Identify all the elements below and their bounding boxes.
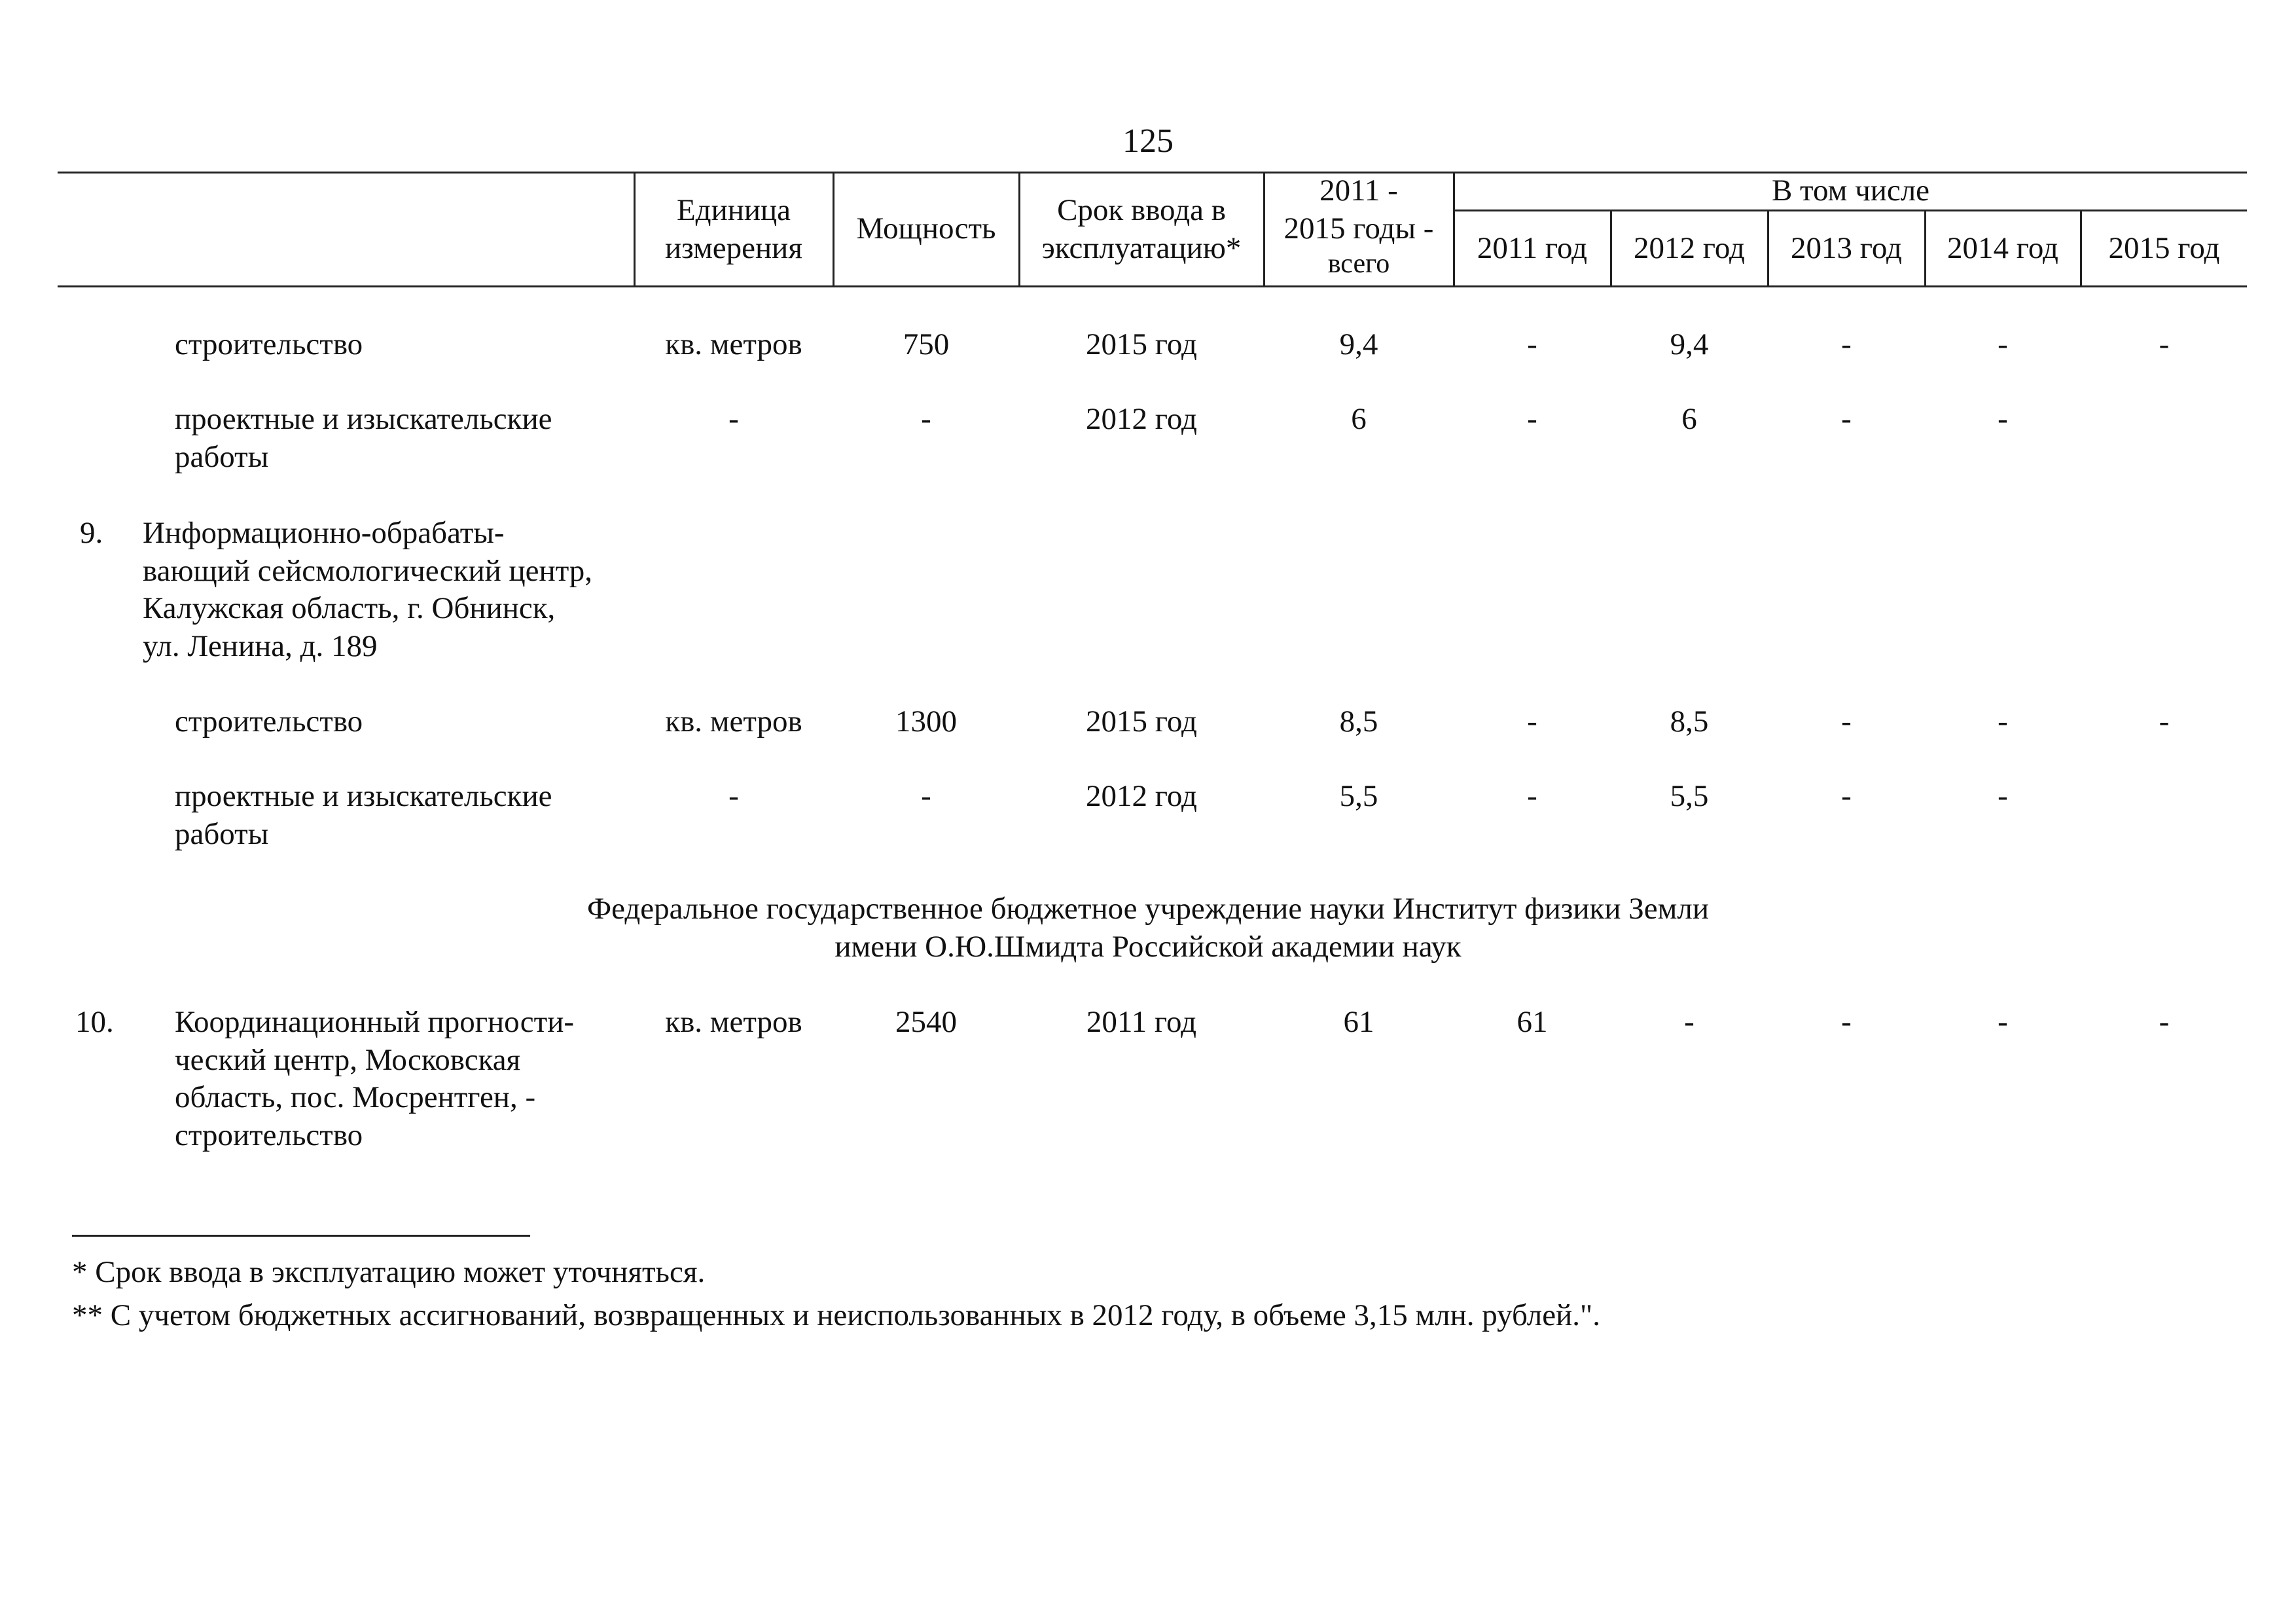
row-year-2012: 9,4 xyxy=(1670,327,1709,361)
row-total: 9,4 xyxy=(1339,327,1378,361)
row-year-2011: - xyxy=(1527,327,1537,361)
row-year-2014: - xyxy=(1998,402,2008,436)
row-year-2013: - xyxy=(1841,402,1852,436)
header-commission-line2: эксплуатацию* xyxy=(1041,231,1242,265)
header-year-2011: 2011 год xyxy=(1477,231,1588,265)
row-label: Координационный прогности- xyxy=(175,1005,575,1039)
row-commission: 2012 год xyxy=(1086,779,1197,813)
row-label-cont: строительство xyxy=(175,1118,363,1152)
row-year-2011: 61 xyxy=(1516,1005,1548,1039)
row-unit: кв. метров xyxy=(665,704,802,739)
row-total: 61 xyxy=(1343,1005,1374,1039)
row-unit: - xyxy=(728,402,739,436)
row-year-2013: - xyxy=(1841,704,1852,739)
header-year-2013: 2013 год xyxy=(1791,231,1902,265)
header-subgroup-rule xyxy=(1454,210,2247,211)
row-year-2012: - xyxy=(1684,1005,1695,1039)
row-label: Информационно-обрабаты- xyxy=(143,516,505,550)
row-total: 6 xyxy=(1351,402,1367,436)
row-label-cont: работы xyxy=(175,817,269,851)
row-year-2012: 5,5 xyxy=(1670,779,1709,813)
row-year-2012: 8,5 xyxy=(1670,704,1709,739)
row-year-2011: - xyxy=(1527,402,1537,436)
row-commission: 2012 год xyxy=(1086,402,1197,436)
row-label-cont: вающий сейсмологический центр, xyxy=(143,554,593,588)
row-year-2013: - xyxy=(1841,327,1852,361)
row-year-2014: - xyxy=(1998,1005,2008,1039)
row-year-2011: - xyxy=(1527,779,1537,813)
row-year-2015: - xyxy=(2159,327,2170,361)
row-total: 5,5 xyxy=(1339,779,1378,813)
row-label: строительство xyxy=(175,704,363,739)
row-year-2011: - xyxy=(1527,704,1537,739)
row-number: 10. xyxy=(75,1005,114,1039)
row-label-cont: ческий центр, Московская xyxy=(175,1043,521,1077)
header-commission xyxy=(1020,191,1263,267)
header-unit-line1: Единица xyxy=(676,193,791,227)
section-heading-line2: имени О.Ю.Шмидта Российской академии наук xyxy=(834,930,1462,964)
header-total-line3: всего xyxy=(1327,249,1390,279)
footnote-separator xyxy=(72,1235,530,1237)
row-year-2014: - xyxy=(1998,779,2008,813)
header-unit xyxy=(635,191,833,267)
row-capacity: 2540 xyxy=(895,1005,957,1039)
row-capacity: - xyxy=(921,402,931,436)
page-number: 125 xyxy=(1122,122,1174,160)
header-year-2012: 2012 год xyxy=(1634,231,1745,265)
row-capacity: - xyxy=(921,779,931,813)
row-unit: - xyxy=(728,779,739,813)
header-bottom-rule xyxy=(58,285,2247,287)
row-year-2015: - xyxy=(2159,1005,2170,1039)
header-capacity-label: Мощность xyxy=(856,211,996,246)
row-label-cont: область, пос. Мосрентген, - xyxy=(175,1080,536,1114)
row-year-2013: - xyxy=(1841,1005,1852,1039)
row-year-2012: 6 xyxy=(1681,402,1697,436)
row-commission: 2015 год xyxy=(1086,704,1197,739)
header-total-line1: 2011 - xyxy=(1319,173,1398,208)
header-total-line2: 2015 годы - xyxy=(1283,211,1434,246)
footnote-2: ** С учетом бюджетных ассигнований, возвращенных и неиспользованных в 2012 году, в объеме 3,15 млн. рублей.". xyxy=(72,1298,1600,1332)
row-commission: 2015 год xyxy=(1086,327,1197,361)
header-including: В том числе xyxy=(1771,173,1930,208)
row-year-2015: - xyxy=(2159,704,2170,739)
row-total: 8,5 xyxy=(1339,704,1378,739)
header-year-2014: 2014 год xyxy=(1947,231,2058,265)
footnote-1: * Срок ввода в эксплуатацию может уточняться. xyxy=(72,1255,706,1289)
row-label-cont: ул. Ленина, д. 189 xyxy=(143,629,378,663)
row-capacity: 750 xyxy=(903,327,950,361)
row-label: строительство xyxy=(175,327,363,361)
row-label-cont: Калужская область, г. Обнинск, xyxy=(143,591,556,625)
header-year-2015: 2015 год xyxy=(2108,231,2220,265)
row-label: проектные и изыскательские xyxy=(175,402,552,436)
row-year-2013: - xyxy=(1841,779,1852,813)
section-heading-line1: Федеральное государственное бюджетное учреждение науки Институт физики Земли xyxy=(587,892,1709,926)
row-year-2014: - xyxy=(1998,327,2008,361)
row-year-2014: - xyxy=(1998,704,2008,739)
row-label-cont: работы xyxy=(175,440,269,474)
row-commission: 2011 год xyxy=(1086,1005,1197,1039)
row-number: 9. xyxy=(80,516,103,550)
row-unit: кв. метров xyxy=(665,1005,802,1039)
header-commission-line1: Срок ввода в xyxy=(1057,193,1226,227)
row-capacity: 1300 xyxy=(895,704,957,739)
header-capacity xyxy=(834,210,1018,247)
row-label: проектные и изыскательские xyxy=(175,779,552,813)
header-unit-line2: измерения xyxy=(665,231,802,265)
header-total xyxy=(1265,172,1453,280)
row-unit: кв. метров xyxy=(665,327,802,361)
